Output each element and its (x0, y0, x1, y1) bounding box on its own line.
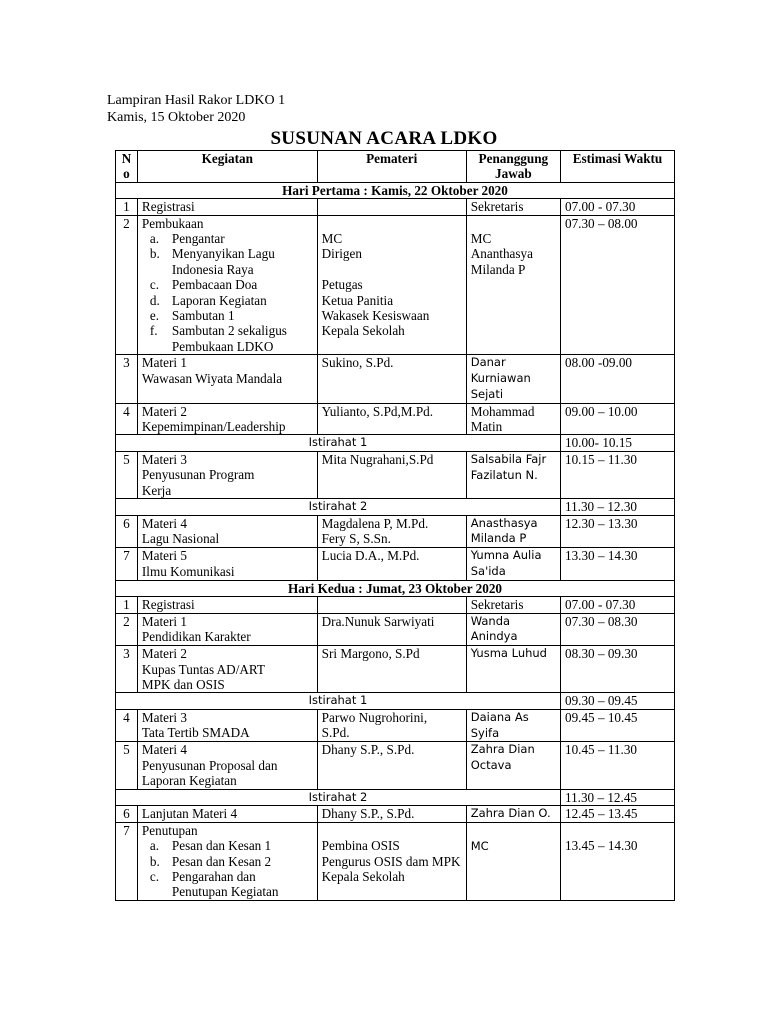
row-pemateri (317, 199, 466, 215)
sub-list (142, 231, 313, 354)
break-row (116, 435, 675, 451)
row-no: 2 (116, 613, 138, 646)
row-time: 11.30 – 12.30 (560, 499, 674, 515)
pj-line: Danar (470, 355, 506, 370)
kegiatan-line: Materi 4 (141, 515, 187, 531)
header-no: N o (116, 151, 138, 183)
pj-line: Salsabila Fajr (470, 451, 547, 466)
row-time: 13.30 – 14.30 (560, 548, 674, 581)
pemateri-line: Petugas (321, 277, 363, 293)
row-pj (466, 403, 560, 435)
row-pemateri (317, 822, 466, 900)
row-no: 1 (116, 597, 138, 613)
row-pemateri: Yulianto, S.Pd,M.Pd. (317, 403, 466, 435)
table-row (116, 709, 675, 742)
row-time: 10.00- 10.15 (560, 435, 674, 451)
pj-line: Syifa (470, 725, 500, 740)
row-time: 09.45 – 10.45 (560, 709, 674, 742)
row-no: 4 (116, 709, 138, 742)
row-time: 09.00 – 10.00 (560, 403, 674, 435)
day-row (116, 580, 675, 596)
list-item (150, 854, 313, 869)
table-row (116, 355, 675, 403)
kegiatan-line: Materi 1 (141, 613, 187, 629)
table-row (116, 597, 675, 613)
pemateri-line: Parwo Nugrohorini, (321, 709, 428, 725)
list-marker: e. (149, 308, 160, 324)
row-pj (466, 515, 560, 548)
row-pj: Sekretaris (466, 199, 560, 215)
pj-line: Octava (470, 758, 512, 773)
pemateri-line: Dirigen (321, 246, 362, 262)
row-pj: Sekretaris (466, 597, 560, 613)
list-marker: c. (149, 277, 160, 293)
kegiatan-line: Materi 5 (141, 548, 187, 564)
row-pj (466, 451, 560, 498)
row-pj (466, 742, 560, 789)
row-time: 12.30 – 13.30 (560, 515, 674, 548)
pj-line: Yumna Aulia (470, 548, 542, 563)
list-marker: b. (149, 853, 160, 869)
row-time (560, 822, 674, 900)
pemateri-line: Kepala Sekolah (321, 323, 405, 339)
row-pj: Yusma Luhud (466, 646, 560, 693)
pj-line: Zahra Dian (470, 742, 535, 757)
list-text: Pesan dan Kesan 1 (171, 838, 272, 854)
break-label: Istirahat 1 (116, 693, 561, 709)
list-text: Sambutan 1 (171, 308, 235, 324)
row-kegiatan (137, 548, 317, 581)
row-time: 07.00 - 07.30 (560, 597, 674, 613)
row-pemateri: Dhany S.P., S.Pd. (317, 742, 466, 789)
row-time: 08.30 – 09.30 (560, 646, 674, 693)
table-row (116, 215, 675, 355)
row-no: 3 (116, 355, 138, 403)
pj-line: Kurniawan (470, 371, 531, 386)
pemateri-line: Pengurus OSIS dam MPK (321, 853, 461, 869)
header-line-1: Lampiran Hasil Rakor LDKO 1 (107, 93, 286, 108)
list-item (150, 869, 313, 900)
kegiatan-line: Kerja (141, 482, 172, 498)
row-kegiatan: Registrasi (137, 199, 317, 215)
kegiatan-line: Penyusunan Program (141, 467, 255, 483)
pemateri-line: S.Pd. (321, 725, 350, 741)
pj-line: Sejati (470, 386, 504, 401)
table-row (116, 515, 675, 548)
list-marker: a. (149, 838, 160, 854)
pj-line: Mohammad (470, 403, 535, 419)
row-pj (466, 613, 560, 646)
list-item (150, 838, 313, 853)
day-label: Hari Kedua : Jumat, 23 Oktober 2020 (116, 580, 675, 596)
row-no: 3 (116, 646, 138, 693)
row-time: 10.15 – 11.30 (560, 451, 674, 498)
pemateri-line: Kepala Sekolah (321, 868, 405, 884)
list-text: Menyanyikan Lagu Indonesia Raya (171, 246, 275, 277)
row-pemateri: Sri Margono, S.Pd (317, 646, 466, 693)
pj-line: Daiana As (470, 709, 529, 724)
table-row (116, 646, 675, 693)
header-estimasi-waktu: Estimasi Waktu (560, 151, 674, 183)
table-row (116, 805, 675, 822)
row-no: 7 (116, 822, 138, 900)
list-item (150, 308, 313, 323)
list-marker: d. (149, 292, 160, 308)
kegiatan-line: MPK dan OSIS (141, 676, 225, 692)
row-no: 4 (116, 403, 138, 435)
pj-line: Milanda P (470, 531, 527, 546)
row-no: 7 (116, 548, 138, 581)
kegiatan-line: Penyusunan Proposal dan (141, 757, 278, 773)
row-pj: Zahra Dian O. (466, 805, 560, 822)
page-title: SUSUNAN ACARA LDKO (270, 128, 498, 149)
pj-line: Fazilatun N. (470, 467, 538, 482)
pemateri-line: Magdalena P, M.Pd. (321, 515, 429, 531)
row-kegiatan (137, 451, 317, 498)
row-no: 6 (116, 515, 138, 548)
row-pj (466, 355, 560, 403)
row-pemateri (317, 709, 466, 742)
pemateri-line: Ketua Panitia (321, 292, 394, 308)
table-row (116, 199, 675, 215)
pj-line: Anasthasya (470, 515, 538, 530)
list-item (150, 277, 313, 292)
day-row (116, 182, 675, 198)
header-line-2: Kamis, 15 Oktober 2020 (107, 110, 246, 125)
pj-line: Ananthasya (470, 246, 533, 262)
kegiatan-line: Materi 3 (141, 709, 187, 725)
row-pemateri (317, 597, 466, 613)
row-kegiatan (137, 355, 317, 403)
kegiatan-line: Wawasan Wiyata Mandala (141, 370, 283, 386)
kegiatan-line: Pendidikan Karakter (141, 628, 251, 644)
row-no: 5 (116, 742, 138, 789)
row-kegiatan: Registrasi (137, 597, 317, 613)
day-label: Hari Pertama : Kamis, 22 Oktober 2020 (116, 182, 675, 198)
break-label: Istirahat 2 (116, 499, 561, 515)
row-time: 07.30 – 08.30 (560, 613, 674, 646)
row-no: 1 (116, 199, 138, 215)
row-kegiatan (137, 742, 317, 789)
break-label: Istirahat 2 (116, 789, 561, 805)
kegiatan-line: Materi 1 (141, 355, 187, 371)
row-time: 11.30 – 12.45 (560, 789, 674, 805)
row-pemateri: Dra.Nunuk Sarwiyati (317, 613, 466, 646)
row-time: 10.45 – 11.30 (560, 742, 674, 789)
list-marker: f. (149, 323, 158, 339)
list-text: Pembacaan Doa (171, 277, 258, 293)
table-row (116, 613, 675, 646)
table-row (116, 822, 675, 900)
header-kegiatan: Kegiatan (137, 151, 317, 183)
row-kegiatan-title: Pembukaan (141, 215, 204, 231)
list-text: Pengantar (171, 231, 225, 247)
pj-line: Wanda (470, 613, 511, 628)
sub-list (142, 838, 313, 900)
row-pemateri (317, 515, 466, 548)
kegiatan-line: Lagu Nasional (141, 530, 220, 546)
list-item (150, 323, 313, 354)
row-time: 09.30 – 09.45 (560, 693, 674, 709)
kegiatan-line: Materi 2 (141, 646, 187, 662)
table-row (116, 403, 675, 435)
break-row (116, 789, 675, 805)
header-penanggung-jawab: Penanggung Jawab (466, 151, 560, 183)
list-marker: c. (149, 868, 160, 884)
row-pemateri (317, 215, 466, 355)
kegiatan-line: Laporan Kegiatan (141, 773, 237, 789)
list-item (150, 246, 313, 277)
row-kegiatan (137, 613, 317, 646)
row-kegiatan (137, 709, 317, 742)
row-pj (466, 215, 560, 355)
break-row (116, 499, 675, 515)
break-label: Istirahat 1 (116, 435, 561, 451)
document-header (107, 92, 285, 126)
row-pj (466, 822, 560, 900)
row-pemateri: Mita Nugrahani,S.Pd (317, 451, 466, 498)
row-pemateri: Dhany S.P., S.Pd. (317, 805, 466, 822)
row-time: 07.30 – 08.00 (560, 215, 674, 355)
list-text: Laporan Kegiatan (171, 292, 267, 308)
header-pemateri: Pemateri (317, 151, 466, 183)
row-kegiatan (137, 822, 317, 900)
pj-line: Sa'ida (470, 563, 506, 578)
table-header-row (116, 151, 675, 183)
row-time: 07.00 - 07.30 (560, 199, 674, 215)
row-time: 08.00 -09.00 (560, 355, 674, 403)
table-row (116, 451, 675, 498)
row-pj (466, 709, 560, 742)
list-text: Pesan dan Kesan 2 (171, 853, 272, 869)
row-pemateri: Lucia D.A., M.Pd. (317, 548, 466, 581)
kegiatan-line: Ilmu Komunikasi (141, 563, 235, 579)
row-kegiatan (137, 515, 317, 548)
pj-line: Milanda P (470, 261, 526, 277)
row-no: 6 (116, 805, 138, 822)
pj-line: MC (470, 838, 489, 853)
pemateri-line: Fery S, S.Sn. (321, 530, 391, 546)
row-no: 5 (116, 451, 138, 498)
table-row (116, 742, 675, 789)
row-kegiatan-title: Penutupan (141, 822, 198, 838)
list-text: Pengarahan dan Penutupan Kegiatan (171, 868, 279, 900)
row-pemateri: Sukino, S.Pd. (317, 355, 466, 403)
row-time: 12.45 – 13.45 (560, 805, 674, 822)
list-marker: b. (149, 246, 160, 262)
row-kegiatan (137, 215, 317, 355)
list-item (150, 293, 313, 308)
pemateri-line: MC (321, 231, 343, 247)
kegiatan-line: Materi 2 (141, 403, 187, 419)
kegiatan-line: Materi 3 (141, 451, 187, 467)
row-kegiatan (137, 646, 317, 693)
list-text: Sambutan 2 sekaligus Pembukaan LDKO (171, 323, 287, 354)
pemateri-line: Pembina OSIS (321, 838, 400, 854)
break-row (116, 693, 675, 709)
kegiatan-line: Materi 4 (141, 742, 187, 758)
agenda-table (115, 150, 675, 901)
kegiatan-line: Kupas Tuntas AD/ART (141, 661, 265, 677)
pj-line: MC (470, 231, 492, 247)
time-line: 13.45 – 14.30 (564, 838, 638, 854)
pj-line: Matin (470, 419, 503, 435)
row-pj (466, 548, 560, 581)
pj-line: Anindya (470, 629, 518, 644)
row-kegiatan: Lanjutan Materi 4 (137, 805, 317, 822)
list-item (150, 231, 313, 246)
pemateri-line: Wakasek Kesiswaan (321, 308, 430, 324)
row-kegiatan (137, 403, 317, 435)
table-row (116, 548, 675, 581)
kegiatan-line: Tata Tertib SMADA (141, 725, 250, 741)
list-marker: a. (149, 231, 160, 247)
row-no: 2 (116, 215, 138, 355)
kegiatan-line: Kepemimpinan/Leadership (141, 419, 286, 435)
